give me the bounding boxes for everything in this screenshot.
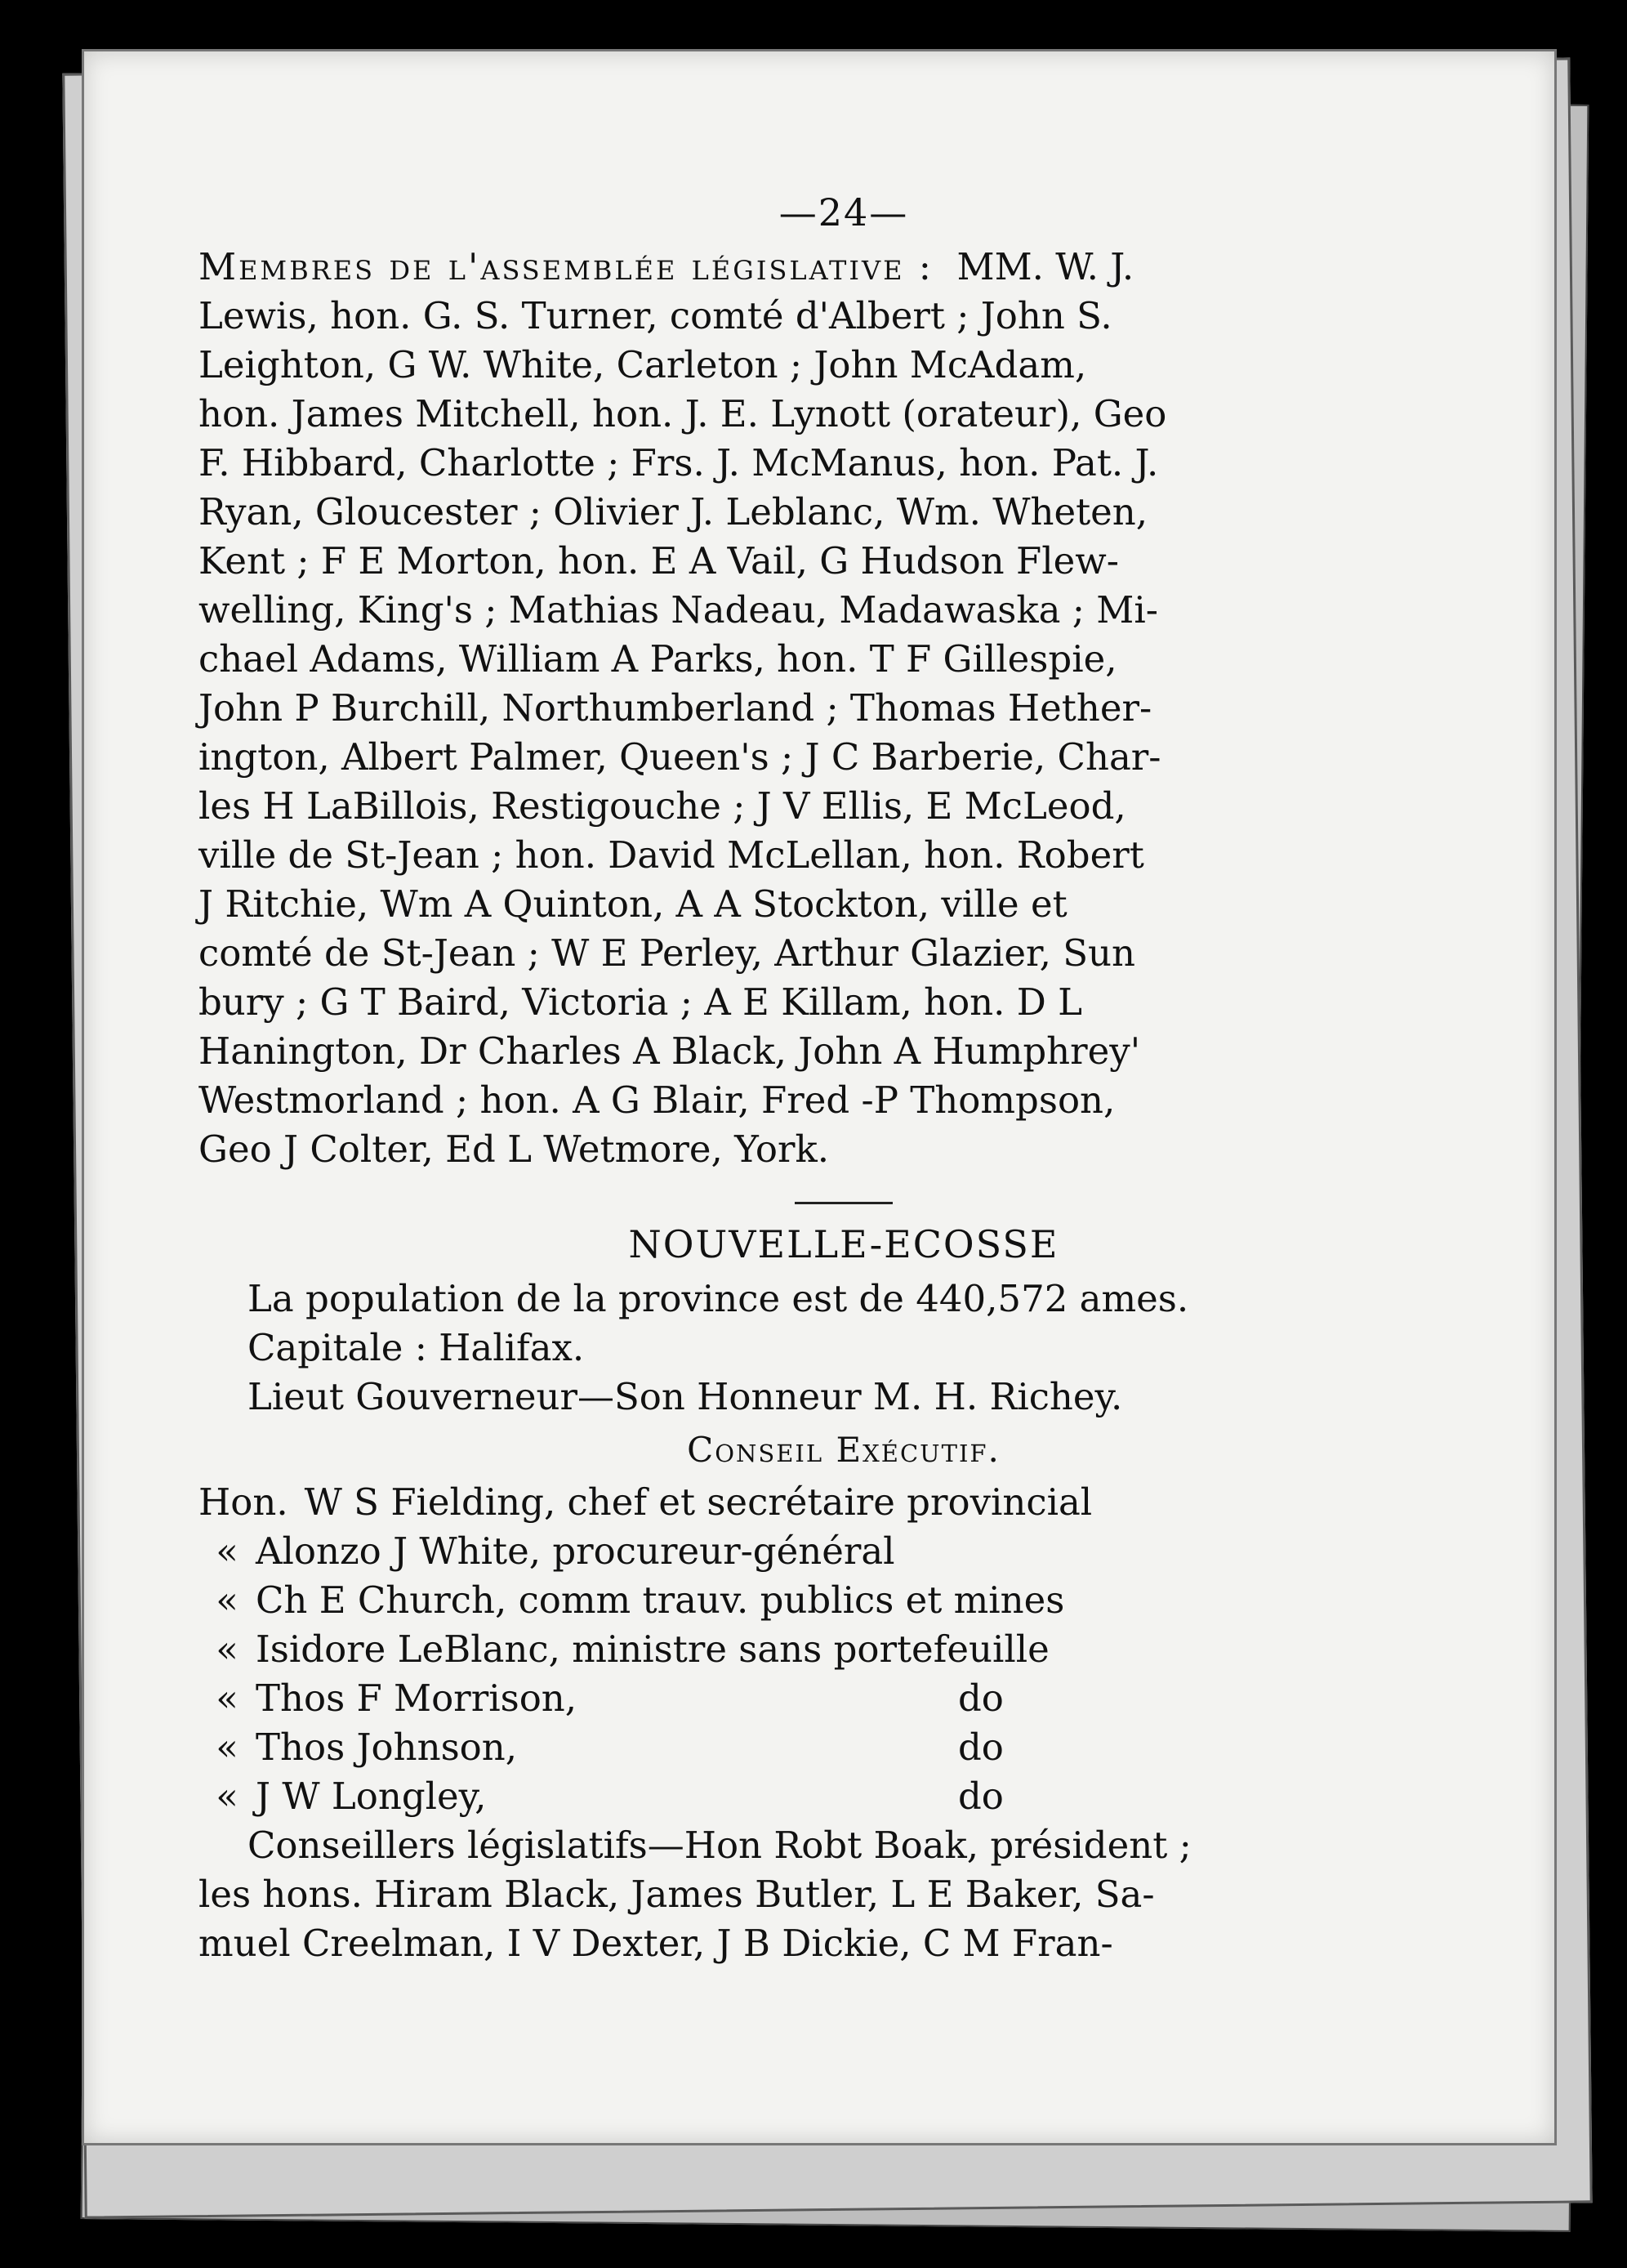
- assembly-line: bury ; G T Baird, Victoria ; A E Killam, hon. D L: [198, 980, 1083, 1024]
- executive-member: [198, 1772, 1489, 1821]
- executive-member: [198, 1527, 1489, 1576]
- member-prefix: Hon.: [198, 1480, 288, 1524]
- assembly-lead: Membres de l'assemblée législative :: [198, 245, 934, 288]
- province-heading: NOUVELLE-ECOSSE: [628, 1222, 1059, 1266]
- capital-line: Capitale : Halifax.: [247, 1326, 585, 1369]
- legislative-line: les hons. Hiram Black, James Butler, L E Baker, Sa-: [198, 1873, 1155, 1916]
- member-name: Thos Johnson,: [256, 1726, 518, 1769]
- assembly-line: Ryan, Gloucester ; Olivier J. Leblanc, Wm. Wheten,: [198, 490, 1148, 534]
- ditto-mark: «: [216, 1529, 238, 1573]
- legislative-paragraph: [198, 1821, 1489, 1968]
- ditto-do: do: [958, 1775, 1004, 1818]
- ditto-mark: «: [216, 1676, 238, 1720]
- ditto-do: do: [958, 1726, 1004, 1769]
- population-line: La population de la province est de 440,572 ames.: [247, 1277, 1189, 1320]
- page-content: [198, 190, 1489, 1968]
- member-name: Isidore LeBlanc, ministre sans portefeuille: [256, 1627, 1050, 1671]
- assembly-line: Leighton, G W. White, Carleton ; John McAdam,: [198, 343, 1087, 386]
- assembly-line: Kent ; F E Morton, hon. E A Vail, G Hudson Flew-: [198, 539, 1119, 583]
- governor-line: Lieut Gouverneur—Son Honneur M. H. Richey.: [247, 1375, 1123, 1418]
- assembly-line: Geo J Colter, Ed L Wetmore, York.: [198, 1127, 830, 1171]
- province-info: [198, 1275, 1489, 1422]
- assembly-line: Hanington, Dr Charles A Black, John A Humphrey': [198, 1029, 1141, 1073]
- assembly-line: F. Hibbard, Charlotte ; Frs. J. McManus, hon. Pat. J.: [198, 441, 1159, 484]
- assembly-line: chael Adams, William A Parks, hon. T F Gillespie,: [198, 637, 1117, 681]
- book-page: [82, 49, 1557, 2145]
- assembly-line: Westmorland ; hon. A G Blair, Fred -P Thompson,: [198, 1078, 1116, 1122]
- ditto-do: do: [958, 1676, 1004, 1720]
- assembly-line: ington, Albert Palmer, Queen's ; J C Barberie, Char-: [198, 735, 1161, 779]
- section-divider: [795, 1202, 893, 1204]
- executive-heading: Conseil Exécutif.: [687, 1430, 1001, 1470]
- assembly-line: ville de St-Jean ; hon. David McLellan, hon. Robert: [198, 833, 1144, 877]
- ditto-mark: «: [216, 1775, 238, 1818]
- executive-member: [198, 1674, 1489, 1723]
- member-name: J W Longley,: [256, 1775, 487, 1818]
- legislative-line: Conseillers législatifs—Hon Robt Boak, président ;: [247, 1824, 1192, 1867]
- executive-list: [198, 1478, 1489, 1821]
- assembly-line: welling, King's ; Mathias Nadeau, Madawaska ; Mi-: [198, 588, 1158, 632]
- assembly-line: MM. W. J.: [956, 245, 1134, 288]
- assembly-line: hon. James Mitchell, hon. J. E. Lynott (orateur), Geo: [198, 392, 1167, 435]
- member-name: Alonzo J White, procureur-général: [256, 1529, 895, 1573]
- executive-member: [198, 1723, 1489, 1772]
- member-name: W S Fielding, chef et secrétaire provincial: [304, 1480, 1093, 1524]
- ditto-mark: «: [216, 1578, 238, 1622]
- ditto-mark: «: [216, 1726, 238, 1769]
- page-number: —24—: [778, 190, 909, 234]
- assembly-first-line: [198, 243, 1489, 292]
- assembly-line: les H LaBillois, Restigouche ; J V Ellis, E McLeod,: [198, 784, 1126, 828]
- executive-member: [198, 1625, 1489, 1674]
- legislative-line: muel Creelman, I V Dexter, J B Dickie, C M Fran-: [198, 1922, 1113, 1965]
- assembly-line: Lewis, hon. G. S. Turner, comté d'Albert ; John S.: [198, 294, 1112, 337]
- executive-member: [198, 1576, 1489, 1625]
- executive-member: [198, 1478, 1489, 1527]
- ditto-mark: «: [216, 1627, 238, 1671]
- assembly-line: J Ritchie, Wm A Quinton, A A Stockton, ville et: [198, 882, 1068, 926]
- assembly-line: comté de St-Jean ; W E Perley, Arthur Glazier, Sun: [198, 931, 1136, 975]
- assembly-line: John P Burchill, Northumberland ; Thomas Hether-: [198, 686, 1152, 730]
- assembly-paragraph: [198, 243, 1489, 1174]
- member-name: Thos F Morrison,: [256, 1676, 577, 1720]
- member-name: Ch E Church, comm trauv. publics et mines: [256, 1578, 1065, 1622]
